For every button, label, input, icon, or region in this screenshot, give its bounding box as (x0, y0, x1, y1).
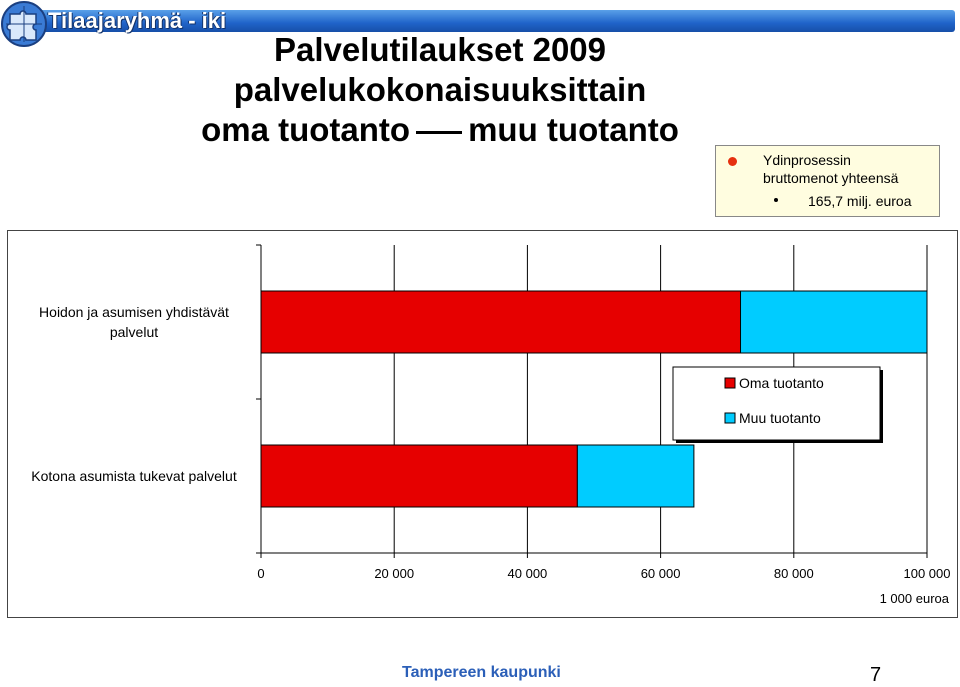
legend-swatch (725, 378, 735, 388)
category-label: palvelut (109, 324, 159, 340)
x-axis-label: 1 000 euroa (879, 591, 949, 606)
x-tick-label: 100 000 (903, 566, 951, 581)
bar-segment (261, 445, 577, 507)
info-line-2: bruttomenot yhteensä (763, 170, 899, 186)
bar-segment (741, 291, 927, 353)
footer-org: Tampereen kaupunki (402, 664, 561, 681)
x-tick-label: 80 000 (773, 566, 814, 581)
logo-text: Tilaajaryhmä - iki (48, 8, 227, 33)
x-tick-label: 60 000 (640, 566, 681, 581)
title-oma: oma tuotanto (201, 111, 411, 148)
legend-label: Muu tuotanto (739, 410, 821, 426)
category-label: Hoidon ja asumisen yhdistävät (39, 304, 229, 320)
title-line-1: Palvelutilaukset 2009 (273, 31, 607, 68)
page-number: 7 (870, 664, 882, 686)
x-tick-label: 40 000 (507, 566, 548, 581)
x-tick-label: 20 000 (374, 566, 415, 581)
info-line-1: Ydinprosessin (763, 152, 851, 168)
title-muu: muu tuotanto (468, 111, 679, 148)
info-line-3: 165,7 milj. euroa (808, 193, 912, 209)
legend-label: Oma tuotanto (739, 375, 824, 391)
category-label: Kotona asumista tukevat palvelut (31, 468, 237, 484)
title-line-2: palvelukokonaisuuksittain (233, 71, 647, 108)
legend-swatch (725, 413, 735, 423)
bar-segment (261, 291, 741, 353)
bar-segment (577, 445, 694, 507)
x-tick-label: 0 (257, 566, 265, 581)
